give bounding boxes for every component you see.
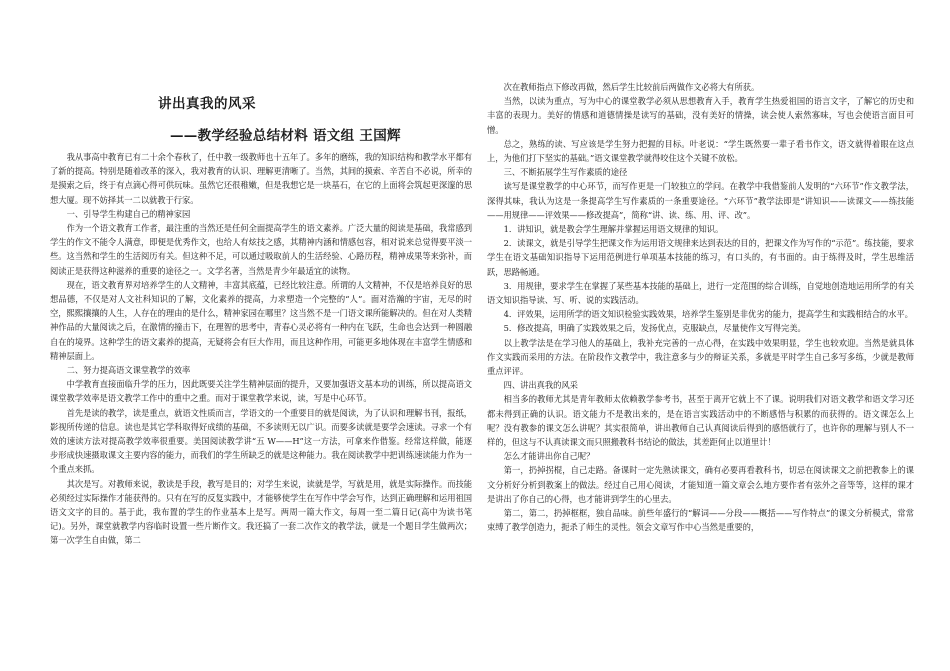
section-heading: 四、讲出真我的风采 (503, 380, 578, 391)
paragraph: 现在，语文教育界对培养学生的人文精神，丰富其底蕴，已经比较注意。所谓的人文精神，不仅是培养良好的思想品德，不仅是对人文社科知识的了解，文化素养的提高，力求塑造一个完整的“人”。面对浩瀚的宇宙，无尽的时空，熙熙攘攘的人生，人存在的理由的是什么，精神家园在哪里？这当然不是一门语文课所能解决的。但在对人类精神作品的大量阅读之后，在激情的撞击下，在理智的思考中，青春心灵必将有一种内在飞跃，生命也会达到一种圆融自在的境界。这种学生的语文素养的提高，无疑将会有巨大作用，而且这种作用，可能更多地体现在丰富学生情感和精神层面上。 (50, 279, 472, 361)
paragraph: 第二，第二，扔掉框框，独自品味。前些年盛行的“解词——分段——概括——写作特点”的课文分析模式，常常束缚了教学创造力，扼杀了师生的灵性。领会文章写作中心当然是重要的， (487, 508, 914, 533)
section-heading: 二、努力提高语文课堂教学的效率 (66, 365, 191, 376)
document-title: 讲出真我的风采 (158, 96, 256, 112)
paragraph: 我从事高中教育已有二十余个春秋了，任中教一级教师也十五年了。多年的磨练，我的知识结构和教学水平都有了新的提高。特别是随着改革的深入，我对教育的认识、理解更清晰了。当然，其间的摸索、辛苦自不必说，所幸的是摸索之后，终于有点滴心得可供玩味。虽然它还很稚嫩，但是我想它是一块基石，在它的上面将会筑起更深邃的思想大厦。现不妨择其一二以就教于行家。 (50, 152, 472, 205)
section-heading: 一、引导学生构建自己的精神家园 (66, 208, 191, 219)
paragraph: 怎么才能讲出你自己呢？ (503, 451, 595, 462)
paragraph: 作为一个语文教育工作者，最注重的当然还是任何全面提高学生的语文素养。广泛大量的阅读是基础，我常感到学生的作文不能令人满意，即便是优秀作文，也给人有炫技之感，其精神内涵和情感包容，相对说来总觉得要平淡一些。这当然和学生的生活阅历有关。但这种不足，可以通过吸取前人的生活经验、心路历程，精神成果等来弥补，而阅读正是获得这种滋养的重要的途径之一。文学名著，当然是青少年最适宜的读物。 (50, 223, 472, 276)
right-column (487, 80, 914, 535)
paragraph: 读写是课堂教学的中心环节，而写作更是一门较独立的学问。在教学中我借鉴前人发明的“六环节”作文教学法，深得其味，我认为这是一条提高学生写作素质的一条重要途径。“六环节”教学法即是“讲知识——读课文——练技能——用规律——评效果——修改提高”，简称“讲、读、练、用、评、改”。 (487, 181, 914, 220)
left-column (50, 92, 472, 548)
paragraph: 相当多的教师尤其是青年教师太依赖教学参考书，甚至于离开它就上不了课。说明我们对语文教学和语文学习还都未得到正确的认识。语文能力不是教出来的，是在语言实践活动中的不断感悟与积累的而获得的。语文课怎么上呢？没有教参的课文怎么讲呢？其实很简单，讲出教师自己认真阅读后得到的感悟就行了，也许你的理解与别人不一样的，但这与不认真读课文而只照搬教科书结论的做法，其差距何止以道里计！ (487, 394, 914, 448)
paragraph: 次在教师指点下修改再做，然后学生比较前后两做作文必将大有所获。 (503, 82, 760, 92)
document-subtitle: ——教学经验总结材料 语文组 王国辉 (170, 128, 401, 144)
section-heading: 三、不断拓展学生写作素质的途径 (503, 167, 628, 178)
list-item: 5．修改提高，明确了实践效果之后，发扬优点，克服缺点，尽量使作文写得完美。 (503, 323, 806, 334)
paragraph: 首先是读的教学，读是重点，就语文性质而言，学语文的一个重要目的就是阅读，为了认识和理解书刊，报纸，影视所传递的信息。读也是其它学科取得好成绩的基础，不多读则无以广识。而要多读就是要学会速读。寻求一个有效的速读方法对提高教学效率很重要。美国阅读教学讲“五 W——H”这一方法，可拿来作借鉴。经常这样做，能逐步形成快速摄取课文主要内容的能力，而我们的学生所缺乏的就是这种能力。我在阅读教学中把训练速读能力作为一个重点来抓。 (50, 407, 472, 475)
list-item: 1．讲知识，就是教会学生理解并掌握运用语文规律的知识。 (503, 224, 724, 235)
paragraph: 当然，以读为重点，写为中心的课堂教学必须从思想教育入手，教育学生热爱祖国的语言文字，了解它的历史和丰富的表现力。美好的情感和道德情操是读写的基础，没有美好的情操，读会使人索然寡味，写也会使语言面目可憎。 (487, 96, 914, 135)
paragraph: 以上教学法是在学习他人的基础上，我补充完善的一点心得，在实践中效果明显，学生也较欢迎。当然是就具体作文实践而采用的方法。在阶段作文教学中，我注意多与少的辩证关系，多就是平时学生自己多写多练，少就是教师重点评评。 (487, 337, 914, 377)
paragraph: 中学教育直接面临升学的压力，因此既要关注学生精神层面的提升，又要加强语文基本功的训练，所以提高语文课堂教学效率是语文教学工作中的重中之重。而对于课堂教学来说，读，写是中心环节。 (50, 379, 472, 404)
list-item: 4．评效果，运用所学的语文知识检验实践效果，培养学生鉴别是非优劣的能力，提高学生和实践相结合的水平。 (503, 309, 913, 320)
list-item: 3．用规律，要求学生在掌握了某些基本技能的基础上，进行一定范围的综合训练，自觉地创造地运用所学的有关语文知识指导读、写、听、说的实践活动。 (487, 280, 914, 306)
list-item: 2．读课文，就是引导学生把课文作为运用语文规律来达到表达的目的，把课文作为写作的“示范”。练技能，要求学生在语文基础知识指导下运用范例进行单项基本技能的练习，有口头的，有书面的。由于练得及时，学生思维活跃，思路畅通。 (487, 238, 914, 277)
paragraph: 第一，扔掉拐棍，自己走路。备课时一定先熟读课文，确有必要再看教科书，切忌在阅读课文之前把教参上的课文分析好分析到教案上的做法。经过自己用心阅读，才能知道一篇文章会么地方要作者有弦外之音等等，这样的课才是讲出了你自己的心得，也才能讲到学生的心里去。 (487, 465, 914, 504)
paragraph: 其次是写。对教师来说，教读是手段，教写是目的；对学生来说，读就是学，写就是用，就是实际操作。而技能必须经过实际操作才能获得的。只有在写的反复实践中，才能够使学生在写作中学会写作，达到正确理解和运用祖国语文文字的目的。基于此，我布置的学生的作业基本上是写。两周一篇大作文，每周一至二篇日记(高中为读书笔记)。另外，课堂就教学内容临时设置一些片断作文。我还搞了一套二次作文的教学法，就是一个题目学生做两次；第一次学生自由做，第二 (50, 478, 472, 546)
paragraph: 总之，熟练的读、写应该是学生努力把握的目标。叶老说：“学生既然要一辈子看书作文，语文就得着眼在这点上，为他们打下坚实的基础。”语文课堂教学就得咬住这个关键不放松。 (487, 138, 914, 164)
